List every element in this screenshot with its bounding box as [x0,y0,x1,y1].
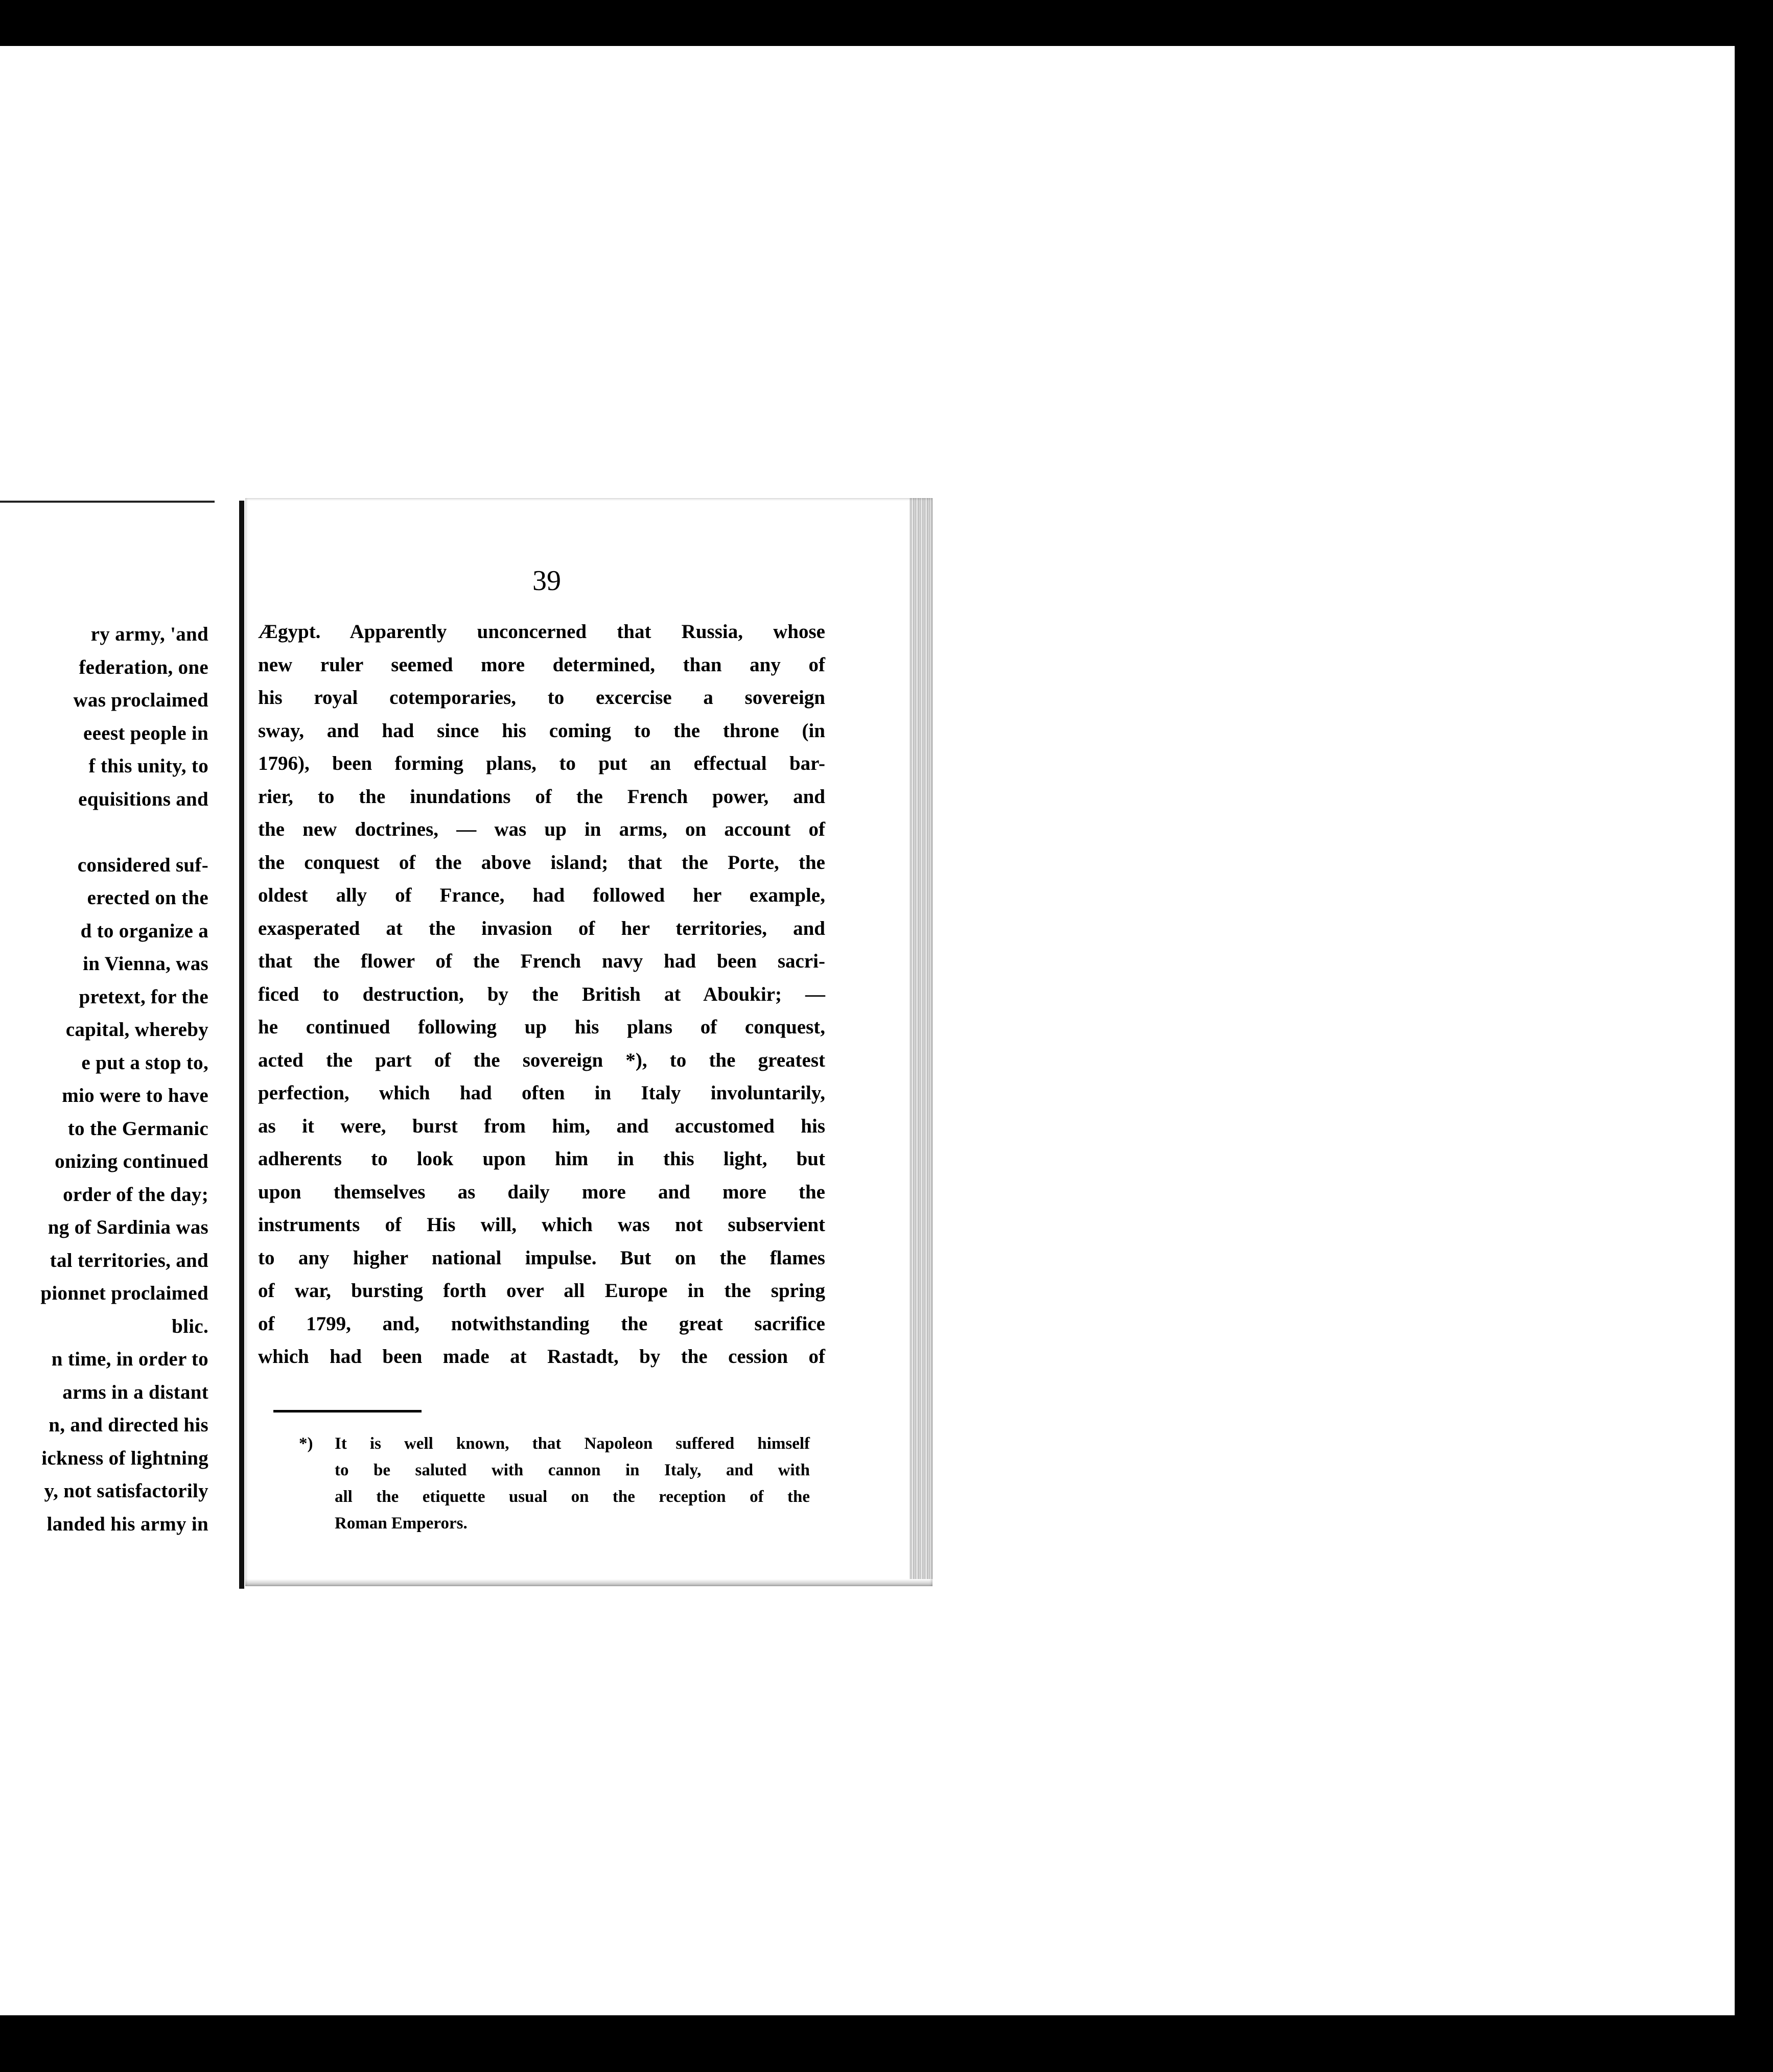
left-page-line: was proclaimed [73,689,208,711]
left-page-text [0,618,208,1541]
body-line: the new doctrines, — was up in arms, on account of [258,818,825,840]
body-line: as it were, burst from him, and accustomed his [258,1115,825,1137]
body-line: adherents to look upon him in this light, but [258,1148,825,1170]
body-line: that the flower of the French navy had been sacri- [258,950,825,972]
left-page-line: ickness of lightning [41,1447,208,1469]
left-page [0,501,244,1589]
body-line: acted the part of the sovereign *), to the greatest [258,1049,825,1071]
body-line: he continued following up his plans of conquest, [258,1016,825,1038]
left-page-line: pretext, for the [79,985,208,1008]
left-page-line: federation, one [79,656,208,678]
body-line: to any higher national impulse. But on the flames [258,1246,825,1269]
left-page-line: f this unity, to [88,755,208,777]
left-page-line: to the Germanic [67,1117,208,1140]
page-edges [909,498,932,1586]
left-page-line: y, not satisfactorily [44,1480,208,1502]
body-line: of war, bursting forth over all Europe in the spring [258,1280,825,1302]
left-page-line: mio were to have [62,1085,208,1106]
body-line: 1796), been forming plans, to put an effectual bar- [258,752,825,774]
body-line: of 1799, and, notwithstanding the great sacrifice [258,1312,825,1335]
left-page-line: arms in a distant [62,1381,208,1403]
body-line: sway, and had since his coming to the throne (in [258,719,825,742]
footnote-line-2: to be saluted with cannon in Italy, and with [335,1461,810,1479]
left-page-line: landed his army in [46,1513,208,1535]
left-page-line: n time, in order to [51,1348,208,1370]
right-page-body-text [258,616,825,1374]
body-line: which had been made at Rastadt, by the cession of [258,1346,825,1368]
left-page-line: tal territories, and [50,1249,208,1272]
left-page-line: e put a stop to, [81,1051,208,1074]
footnote-line-3: all the etiquette usual on the reception of the [335,1488,810,1506]
left-page-line: considered suf- [77,854,208,876]
body-line: Ægypt. Apparently unconcerned that Russia, whose [258,621,825,643]
body-line: rier, to the inundations of the French power, and [258,785,825,808]
left-page-line: blic. [172,1315,208,1337]
left-page-line: capital, whereby [65,1019,208,1041]
left-page-top-edge [0,501,215,503]
book-gutter [239,501,244,1589]
left-page-line: equisitions and [78,788,208,810]
footnote-marker: *) [299,1434,313,1453]
left-page-line: order of the day; [63,1183,208,1206]
left-page-line: pionnet proclaimed [40,1282,208,1304]
body-line: instruments of His will, which was not subservient [258,1214,825,1236]
left-page-line: ng of Sardinia was [48,1216,208,1238]
left-page-line: in Vienna, was [83,953,208,975]
right-page [245,498,932,1586]
body-line: oldest ally of France, had followed her example, [258,884,825,906]
body-line: his royal cotemporaries, to excercise a sovereign [258,687,825,709]
footnote-text: It is well known, that Napoleon suffered himself [335,1434,810,1453]
left-page-line [0,816,208,849]
body-line: upon themselves as daily more and more the [258,1181,825,1203]
body-line: exasperated at the invasion of her territories, and [258,917,825,939]
left-page-line: erected on the [87,887,208,909]
page-bottom-edge [245,1579,932,1586]
footnote [299,1430,810,1537]
left-page-line: onizing continued [55,1150,208,1172]
footnote-line-4: Roman Emperors. [335,1514,468,1533]
body-line: the conquest of the above island; that the Porte, the [258,851,825,874]
left-page-line: d to organize a [80,920,208,942]
left-page-line: eeest people in [83,722,208,744]
body-line: new ruler seemed more determined, than any of [258,653,825,676]
footnote-line-1 [299,1430,810,1457]
left-page-line: ry army, 'and [90,623,208,645]
body-line: perfection, which had often in Italy involuntarily, [258,1082,825,1104]
footnote-rule [273,1410,422,1412]
body-line: ficed to destruction, by the British at Aboukir; — [258,983,825,1005]
left-page-line: n, and directed his [49,1414,208,1436]
page-number: 39 [532,565,561,597]
